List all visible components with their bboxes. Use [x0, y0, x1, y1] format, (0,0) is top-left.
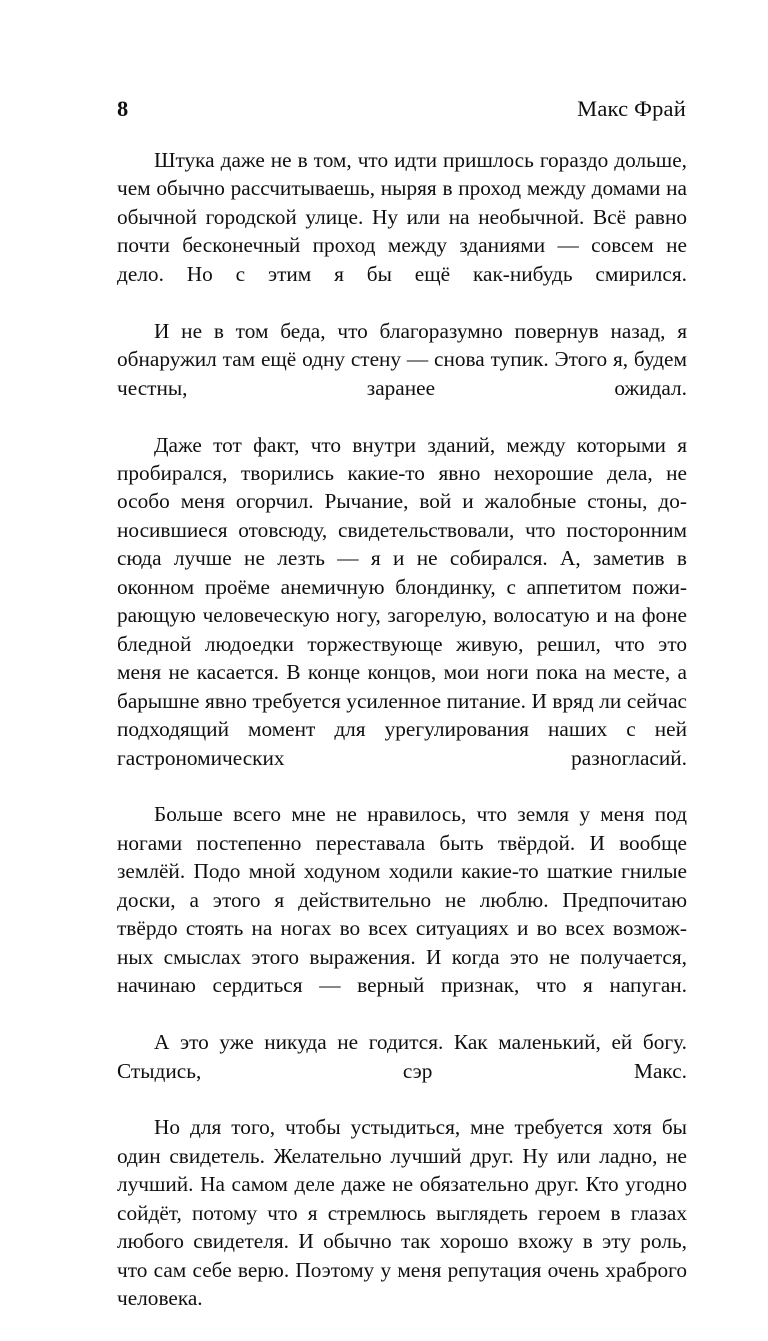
- paragraph: Больше всего мне не нравилось, что земля у меня под ногами постепенно переставала быть твёрдой. И вообще землёй. Подо мной ходуном ходили какие-то шаткие гнилые доски, а этого я действительно не люблю. Предпочитаю твёрдо стоять на ногах во всех ситуациях и во всех возможных смыслах этого выражения. И когда это не получается, начинаю сердиться — верный признак, что я напуган.: [117, 802, 687, 998]
- body-text-block: [117, 146, 687, 1341]
- paragraph: Но для того, чтобы устыдиться, мне требуется хотя бы один свидетель. Желательно лучший друг. Ну или ладно, не лучший. На самом деле даже не обязательно друг. Кто угодно сойдёт, потому что я стремлюсь выглядеть героем в глазах любого свидетеля. И обычно так хорошо вхожу в эту роль, что сам себе верю. Поэтому у меня репутация очень храброго человека.: [117, 1115, 687, 1311]
- paragraph: Штука даже не в том, что идти пришлось гораздо дольше, чем обычно рассчитываешь, ныряя в проход между домами на обычной городской улице. Ну или на необычной. Всё равно почти бесконечный проход между зданиями — совсем не дело. Но с этим я бы ещё как-нибудь смирился.: [117, 148, 687, 286]
- paragraph: Даже тот факт, что внутри зданий, между которыми я пробирался, творились какие-то явно нехорошие дела, не особо меня огорчил. Рычание, вой и жалобные стоны, доносившиеся отовсюду, свидетельствовали, что посторонним сюда лучше не лезть — я и не собирался. А, заметив в оконном проёме анемичную блондинку, с аппетитом пожирающую человеческую ногу, загорелую, волосатую и на фоне бледной людоедки торжествующе живую, решил, что это меня не касается. В конце концов, мои ноги пока на месте, а барышне явно требуется усиленное питание. И вряд ли сейчас подходящий момент для урегулирования наших с ней гастрономических разногласий.: [117, 432, 687, 770]
- page-header: [117, 98, 686, 128]
- page-number: 8: [117, 96, 129, 121]
- paragraph: А это уже никуда не годится. Как маленький, ей богу. Стыдись, сэр Макс.: [117, 1030, 687, 1083]
- paragraph: И не в том беда, что благоразумно повернув назад, я обнаружил там ещё одну стену — снова тупик. Этого я, будем честны, заранее ожидал.: [117, 318, 687, 400]
- running-head-author: Макс Фрай: [577, 96, 686, 121]
